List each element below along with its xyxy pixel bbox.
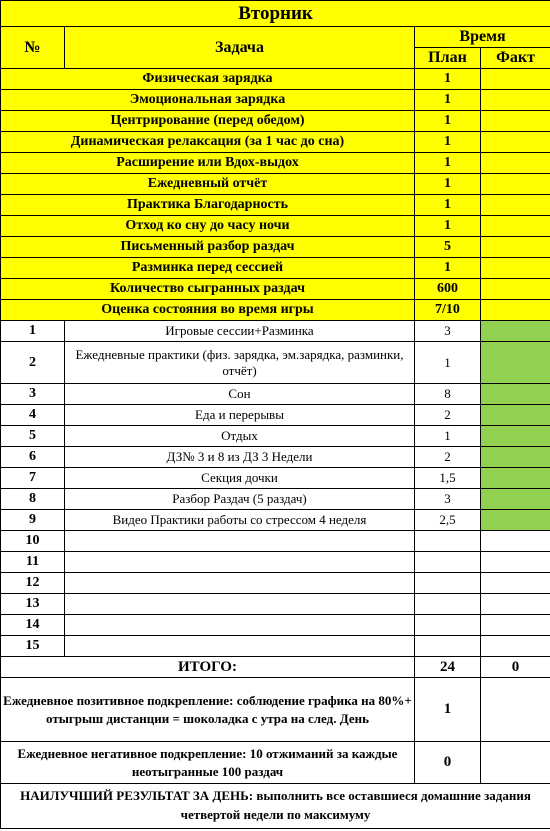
habit-fact[interactable]	[481, 279, 550, 300]
habit-row	[1, 153, 550, 174]
task-plan: 1	[415, 426, 481, 447]
habit-row	[1, 279, 550, 300]
task-name: Видео Практики работы со стрессом 4 неделя	[65, 510, 415, 531]
habit-row	[1, 111, 550, 132]
total-row	[1, 657, 550, 678]
habit-task: Количество сыгранных раздач	[1, 279, 415, 300]
habit-fact[interactable]	[481, 300, 550, 321]
task-fact[interactable]	[481, 552, 550, 573]
habit-fact[interactable]	[481, 111, 550, 132]
task-row	[1, 447, 550, 468]
total-fact: 0	[481, 657, 550, 678]
task-fact[interactable]	[481, 321, 550, 342]
habit-task: Письменный разбор раздач	[1, 237, 415, 258]
best-result-note: НАИЛУЧШИЙ РЕЗУЛЬТАТ ЗА ДЕНЬ: выполнить все оставшиеся домашние задания четвертой недели по максимуму	[1, 784, 550, 829]
positive-reinforcement-fact[interactable]	[481, 678, 550, 742]
habit-plan: 1	[415, 111, 481, 132]
habit-plan: 1	[415, 69, 481, 90]
task-number: 15	[1, 636, 65, 657]
positive-reinforcement-text: Ежедневное позитивное подкрепление: соблюдение графика на 80%+ отыгрыш дистанции = шоколадка с утра на след. День	[1, 678, 415, 742]
task-fact[interactable]	[481, 510, 550, 531]
task-fact[interactable]	[481, 405, 550, 426]
task-number: 9	[1, 510, 65, 531]
habit-plan: 1	[415, 195, 481, 216]
task-row	[1, 573, 550, 594]
habit-task: Динамическая релаксация (за 1 час до сна)	[1, 132, 415, 153]
habit-plan: 1	[415, 90, 481, 111]
task-fact[interactable]	[481, 342, 550, 384]
habit-row	[1, 216, 550, 237]
task-name: Секция дочки	[65, 468, 415, 489]
task-number: 2	[1, 342, 65, 384]
habit-plan: 1	[415, 153, 481, 174]
habit-row	[1, 132, 550, 153]
habit-plan: 7/10	[415, 300, 481, 321]
habit-fact[interactable]	[481, 195, 550, 216]
habit-fact[interactable]	[481, 174, 550, 195]
header-plan: План	[415, 48, 481, 69]
task-row	[1, 636, 550, 657]
task-plan	[415, 594, 481, 615]
task-name: Сон	[65, 384, 415, 405]
task-fact[interactable]	[481, 489, 550, 510]
task-plan: 8	[415, 384, 481, 405]
habit-row	[1, 69, 550, 90]
task-name: Игровые сессии+Разминка	[65, 321, 415, 342]
task-plan: 2	[415, 405, 481, 426]
habit-plan: 1	[415, 132, 481, 153]
task-name	[65, 531, 415, 552]
task-plan: 1,5	[415, 468, 481, 489]
task-plan: 1	[415, 342, 481, 384]
task-name	[65, 552, 415, 573]
habit-row	[1, 300, 550, 321]
positive-reinforcement-value: 1	[415, 678, 481, 742]
habit-task: Ежедневный отчёт	[1, 174, 415, 195]
habit-row	[1, 237, 550, 258]
negative-reinforcement-value: 0	[415, 742, 481, 784]
habit-task: Практика Благодарность	[1, 195, 415, 216]
habit-task: Эмоциональная зарядка	[1, 90, 415, 111]
task-fact[interactable]	[481, 594, 550, 615]
task-number: 1	[1, 321, 65, 342]
task-fact[interactable]	[481, 573, 550, 594]
footer-row	[1, 784, 550, 829]
task-number: 3	[1, 384, 65, 405]
task-plan	[415, 636, 481, 657]
task-name: Отдых	[65, 426, 415, 447]
task-name	[65, 573, 415, 594]
habit-fact[interactable]	[481, 216, 550, 237]
task-number: 6	[1, 447, 65, 468]
habit-task: Отход ко сну до часу ночи	[1, 216, 415, 237]
page-title: Вторник	[1, 1, 550, 27]
task-name: ДЗ№ 3 и 8 из ДЗ 3 Недели	[65, 447, 415, 468]
habit-row	[1, 174, 550, 195]
task-row	[1, 342, 550, 384]
total-plan: 24	[415, 657, 481, 678]
task-row	[1, 426, 550, 447]
task-name: Еда и перерывы	[65, 405, 415, 426]
task-number: 5	[1, 426, 65, 447]
habit-plan: 600	[415, 279, 481, 300]
task-number: 7	[1, 468, 65, 489]
habit-fact[interactable]	[481, 90, 550, 111]
habit-fact[interactable]	[481, 258, 550, 279]
task-number: 12	[1, 573, 65, 594]
habit-task: Оценка состояния во время игры	[1, 300, 415, 321]
task-plan	[415, 552, 481, 573]
task-number: 11	[1, 552, 65, 573]
habit-task: Физическая зарядка	[1, 69, 415, 90]
task-plan	[415, 531, 481, 552]
habit-task: Расширение или Вдох-выдох	[1, 153, 415, 174]
habit-task: Разминка перед сессией	[1, 258, 415, 279]
habit-fact[interactable]	[481, 132, 550, 153]
task-row	[1, 405, 550, 426]
task-number: 8	[1, 489, 65, 510]
task-fact[interactable]	[481, 615, 550, 636]
total-label: ИТОГО:	[1, 657, 415, 678]
habit-fact[interactable]	[481, 69, 550, 90]
habit-plan: 1	[415, 258, 481, 279]
habit-row	[1, 90, 550, 111]
task-number: 4	[1, 405, 65, 426]
habit-plan: 1	[415, 174, 481, 195]
habit-plan: 5	[415, 237, 481, 258]
task-name	[65, 615, 415, 636]
task-plan: 3	[415, 489, 481, 510]
task-row	[1, 321, 550, 342]
header-fact: Факт	[481, 48, 550, 69]
task-name: Разбор Раздач (5 раздач)	[65, 489, 415, 510]
task-fact[interactable]	[481, 384, 550, 405]
task-row	[1, 531, 550, 552]
header-time: Время	[415, 27, 550, 48]
header-task: Задача	[65, 27, 415, 69]
task-plan: 2,5	[415, 510, 481, 531]
task-fact[interactable]	[481, 468, 550, 489]
task-number: 14	[1, 615, 65, 636]
task-name: Ежедневные практики (физ. зарядка, эм.зарядка, разминки, отчёт)	[65, 342, 415, 384]
positive-reinforcement-row	[1, 678, 550, 742]
negative-reinforcement-text: Ежедневное негативное подкрепление: 10 отжиманий за каждые неотыгранные 100 раздач	[1, 742, 415, 784]
task-plan: 2	[415, 447, 481, 468]
header-num: №	[1, 27, 65, 69]
task-row	[1, 552, 550, 573]
task-row	[1, 510, 550, 531]
habit-row	[1, 195, 550, 216]
task-plan	[415, 615, 481, 636]
habit-fact[interactable]	[481, 237, 550, 258]
task-plan	[415, 573, 481, 594]
task-row	[1, 594, 550, 615]
task-row	[1, 489, 550, 510]
negative-reinforcement-row	[1, 742, 550, 784]
task-row	[1, 468, 550, 489]
task-fact[interactable]	[481, 531, 550, 552]
task-number: 13	[1, 594, 65, 615]
habit-plan: 1	[415, 216, 481, 237]
task-name	[65, 636, 415, 657]
task-row	[1, 384, 550, 405]
task-fact[interactable]	[481, 447, 550, 468]
habit-row	[1, 258, 550, 279]
task-name	[65, 594, 415, 615]
task-number: 10	[1, 531, 65, 552]
negative-reinforcement-fact[interactable]	[481, 742, 550, 784]
habit-task: Центрирование (перед обедом)	[1, 111, 415, 132]
task-row	[1, 615, 550, 636]
task-plan: 3	[415, 321, 481, 342]
task-fact[interactable]	[481, 636, 550, 657]
habit-fact[interactable]	[481, 153, 550, 174]
task-fact[interactable]	[481, 426, 550, 447]
